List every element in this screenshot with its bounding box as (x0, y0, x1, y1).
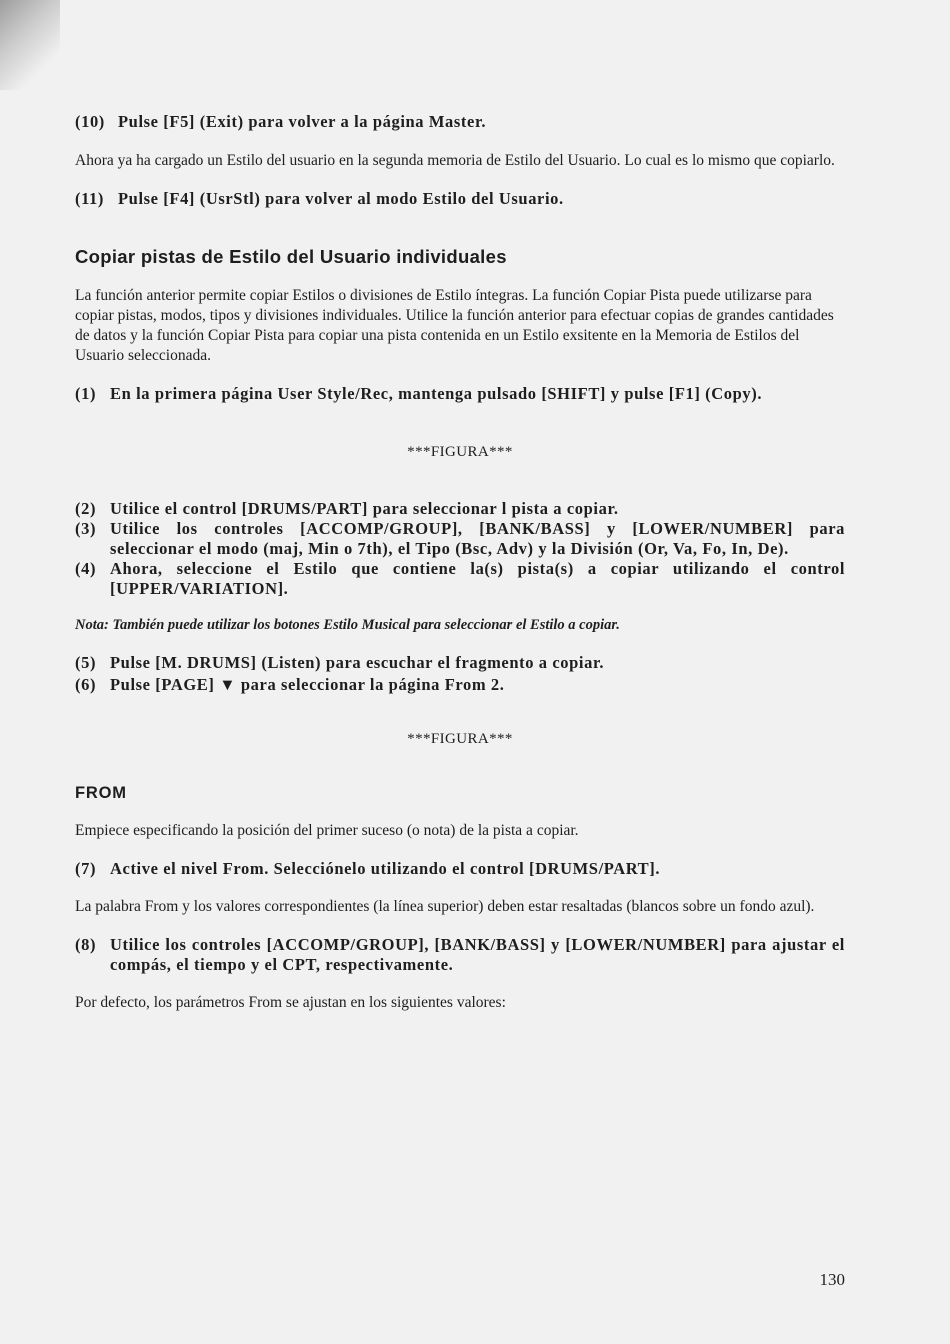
step-1 (75, 384, 845, 404)
step-text: Utilice el control [DRUMS/PART] para seleccionar l pista a copiar. (110, 499, 619, 518)
step-3 (75, 519, 845, 559)
step-text: Utilice los controles [ACCOMP/GROUP], [BANK/BASS] y [LOWER/NUMBER] para seleccionar el modo (maj, Min o 7th), el Tipo (Bsc, Adv) y la División (Or, Va, Fo, In, De). (110, 519, 845, 558)
paragraph: La función anterior permite copiar Estilos o divisiones de Estilo íntegras. La función Copiar Pista puede utilizarse para copiar pistas, modos, tipos y divisiones individuales. Utilice la función anterior para efectuar copias de grandes cantidades de datos y la función Copiar Pista para copiar una pista contenida en un Estilo exsitente en la Memoria de Estilos del Usuario seleccionada. (75, 287, 834, 364)
step-number: (8) (75, 935, 97, 954)
step-number: (4) (75, 559, 97, 578)
figure-placeholder: ***FIGURA*** (407, 731, 513, 747)
step-text: Pulse [M. DRUMS] (Listen) para escuchar el fragmento a copiar. (110, 653, 605, 672)
from-heading: FROM (75, 784, 127, 802)
step-number: (3) (75, 519, 97, 538)
step-text: Ahora, seleccione el Estilo que contiene la(s) pista(s) a copiar utilizando el control [UPPER/VARIATION]. (110, 559, 845, 598)
step-10 (75, 112, 845, 132)
paragraph: Ahora ya ha cargado un Estilo del usuario en la segunda memoria de Estilo del Usuario. Lo cual es lo mismo que copiarlo. (75, 152, 835, 169)
step-2 (75, 499, 845, 519)
steps-2-4 (75, 499, 845, 599)
step-5 (75, 653, 845, 673)
steps-5-6 (75, 653, 845, 695)
step-7 (75, 859, 845, 879)
step-8 (75, 935, 845, 975)
step-6 (75, 675, 845, 695)
paragraph: Por defecto, los parámetros From se ajustan en los siguientes valores: (75, 994, 506, 1011)
step-number: (10) (75, 112, 105, 131)
step-text: En la primera página User Style/Rec, mantenga pulsado [SHIFT] y pulse [F1] (Copy). (110, 384, 763, 403)
step-text: Active el nivel From. Selecciónelo utilizando el control [DRUMS/PART]. (110, 859, 661, 878)
step-4 (75, 559, 845, 599)
step-11 (75, 189, 845, 209)
note: Nota: También puede utilizar los botones Estilo Musical para seleccionar el Estilo a copiar. (75, 617, 620, 633)
step-text: Utilice los controles [ACCOMP/GROUP], [BANK/BASS] y [LOWER/NUMBER] para ajustar el compás, el tiempo y el CPT, respectivamente. (110, 935, 845, 974)
paragraph: Empiece especificando la posición del primer suceso (o nota) de la pista a copiar. (75, 822, 579, 839)
step-number: (5) (75, 653, 97, 672)
page-content (75, 108, 845, 1013)
section-title: Copiar pistas de Estilo del Usuario individuales (75, 246, 507, 267)
page-number: 130 (819, 1270, 845, 1289)
step-number: (6) (75, 675, 97, 694)
scan-corner-shadow (0, 0, 60, 90)
paragraph: La palabra From y los valores correspondientes (la línea superior) deben estar resaltadas (blancos sobre un fondo azul). (75, 898, 815, 915)
figure-placeholder: ***FIGURA*** (407, 444, 513, 460)
step-text: Pulse [F4] (UsrStl) para volver al modo Estilo del Usuario. (118, 189, 564, 208)
step-number: (7) (75, 859, 97, 878)
step-number: (11) (75, 189, 104, 208)
step-number: (2) (75, 499, 97, 518)
step-text: Pulse [F5] (Exit) para volver a la página Master. (118, 112, 487, 131)
step-number: (1) (75, 384, 97, 403)
step-text: Pulse [PAGE] ▼ para seleccionar la página From 2. (110, 675, 505, 694)
